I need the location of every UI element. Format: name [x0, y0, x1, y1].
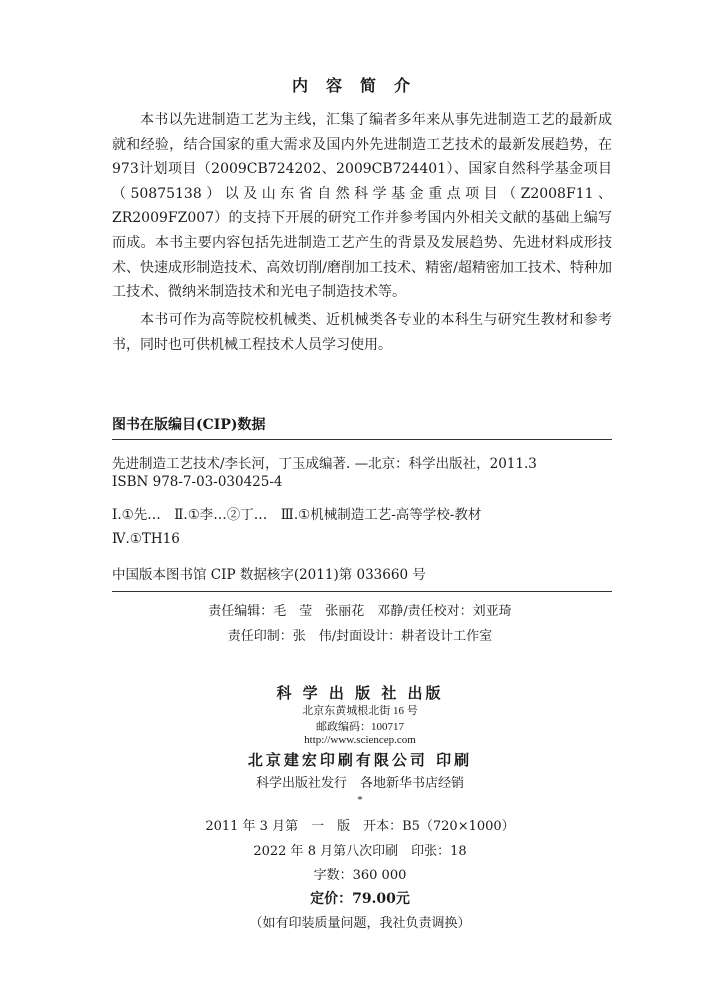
cip-heading: 图书在版编目(CIP)数据 [112, 417, 266, 433]
publisher-postcode: 邮政编码：100717 [316, 721, 404, 733]
cip-line-classification: Ⅰ.①先… Ⅱ.①李…②丁… Ⅲ.①机械制造工艺-高等学校-教材 [112, 507, 482, 523]
printer-name: 北京建宏印刷有限公司 印刷 [247, 751, 473, 769]
intro-paragraph-1: 本书以先进制造工艺为主线，汇集了编者多年来从事先进制造工艺的最新成就和经验，结合国家的重大需求及国内外先进制造工艺技术的最新发展趋势，在973计划项目（2009CB724202、2009CB724401）、国家自然科学基金项目（50875138）以及山东省自然科学基金重点项目（Z2008F11、ZR2009FZ007）的支持下开展的研究工作并参考国内外相关文献的基础上编写而成。本书主要内容包括先进制造工艺产生的背景及发展趋势、先进材料成形技术、快速成形制造技术、高效切削/磨削加工技术、精密/超精密加工技术、特种加工技术、微纳米制造技术和光电子制造技术等。 [112, 112, 612, 301]
distribution-line: 科学出版社发行 各地新华书店经销 [255, 776, 464, 791]
publisher-url: http://www.sciencep.com [304, 734, 416, 746]
cip-line-subject: Ⅳ.①TH16 [112, 531, 180, 547]
cip-line-record: 中国版本图书馆 CIP 数据核字(2011)第 033660 号 [112, 567, 426, 583]
publisher-name: 科 学 出 版 社 出版 [276, 684, 444, 702]
credits-line-2: 责任印制：张 伟/封面设计：耕者设计工作室 [227, 629, 493, 644]
credits-line-1: 责任编辑：毛 莹 张丽花 邓静/责任校对：刘亚琦 [208, 604, 512, 619]
cip-line-isbn: ISBN 978-7-03-030425-4 [112, 474, 283, 490]
word-count: 字数：360 000 [313, 868, 407, 883]
publisher-address: 北京东黄城根北街 16 号 [302, 705, 418, 717]
cip-top-rule [112, 439, 612, 440]
price: 定价：79.00元 [310, 891, 410, 907]
intro-paragraph-2: 本书可作为高等院校机械类、近机械类各专业的本科生与研究生教材和参考书，同时也可供机械工程技术人员学习使用。 [112, 312, 612, 353]
cip-line-1: 先进制造工艺技术/李长河，丁玉成编著. —北京：科学出版社，2011.3 [112, 456, 537, 472]
page-title: 内容简介 [291, 76, 428, 95]
cip-bottom-rule [112, 591, 612, 592]
edition-line-2: 2022 年 8 月第八次印刷 印张：18 [253, 844, 467, 859]
edition-line-1: 2011 年 3 月第 一 版 开本：B5（720×1000） [205, 819, 515, 834]
quality-note: （如有印装质量问题，我社负责调换） [249, 916, 471, 931]
separator-star: * [357, 794, 363, 806]
